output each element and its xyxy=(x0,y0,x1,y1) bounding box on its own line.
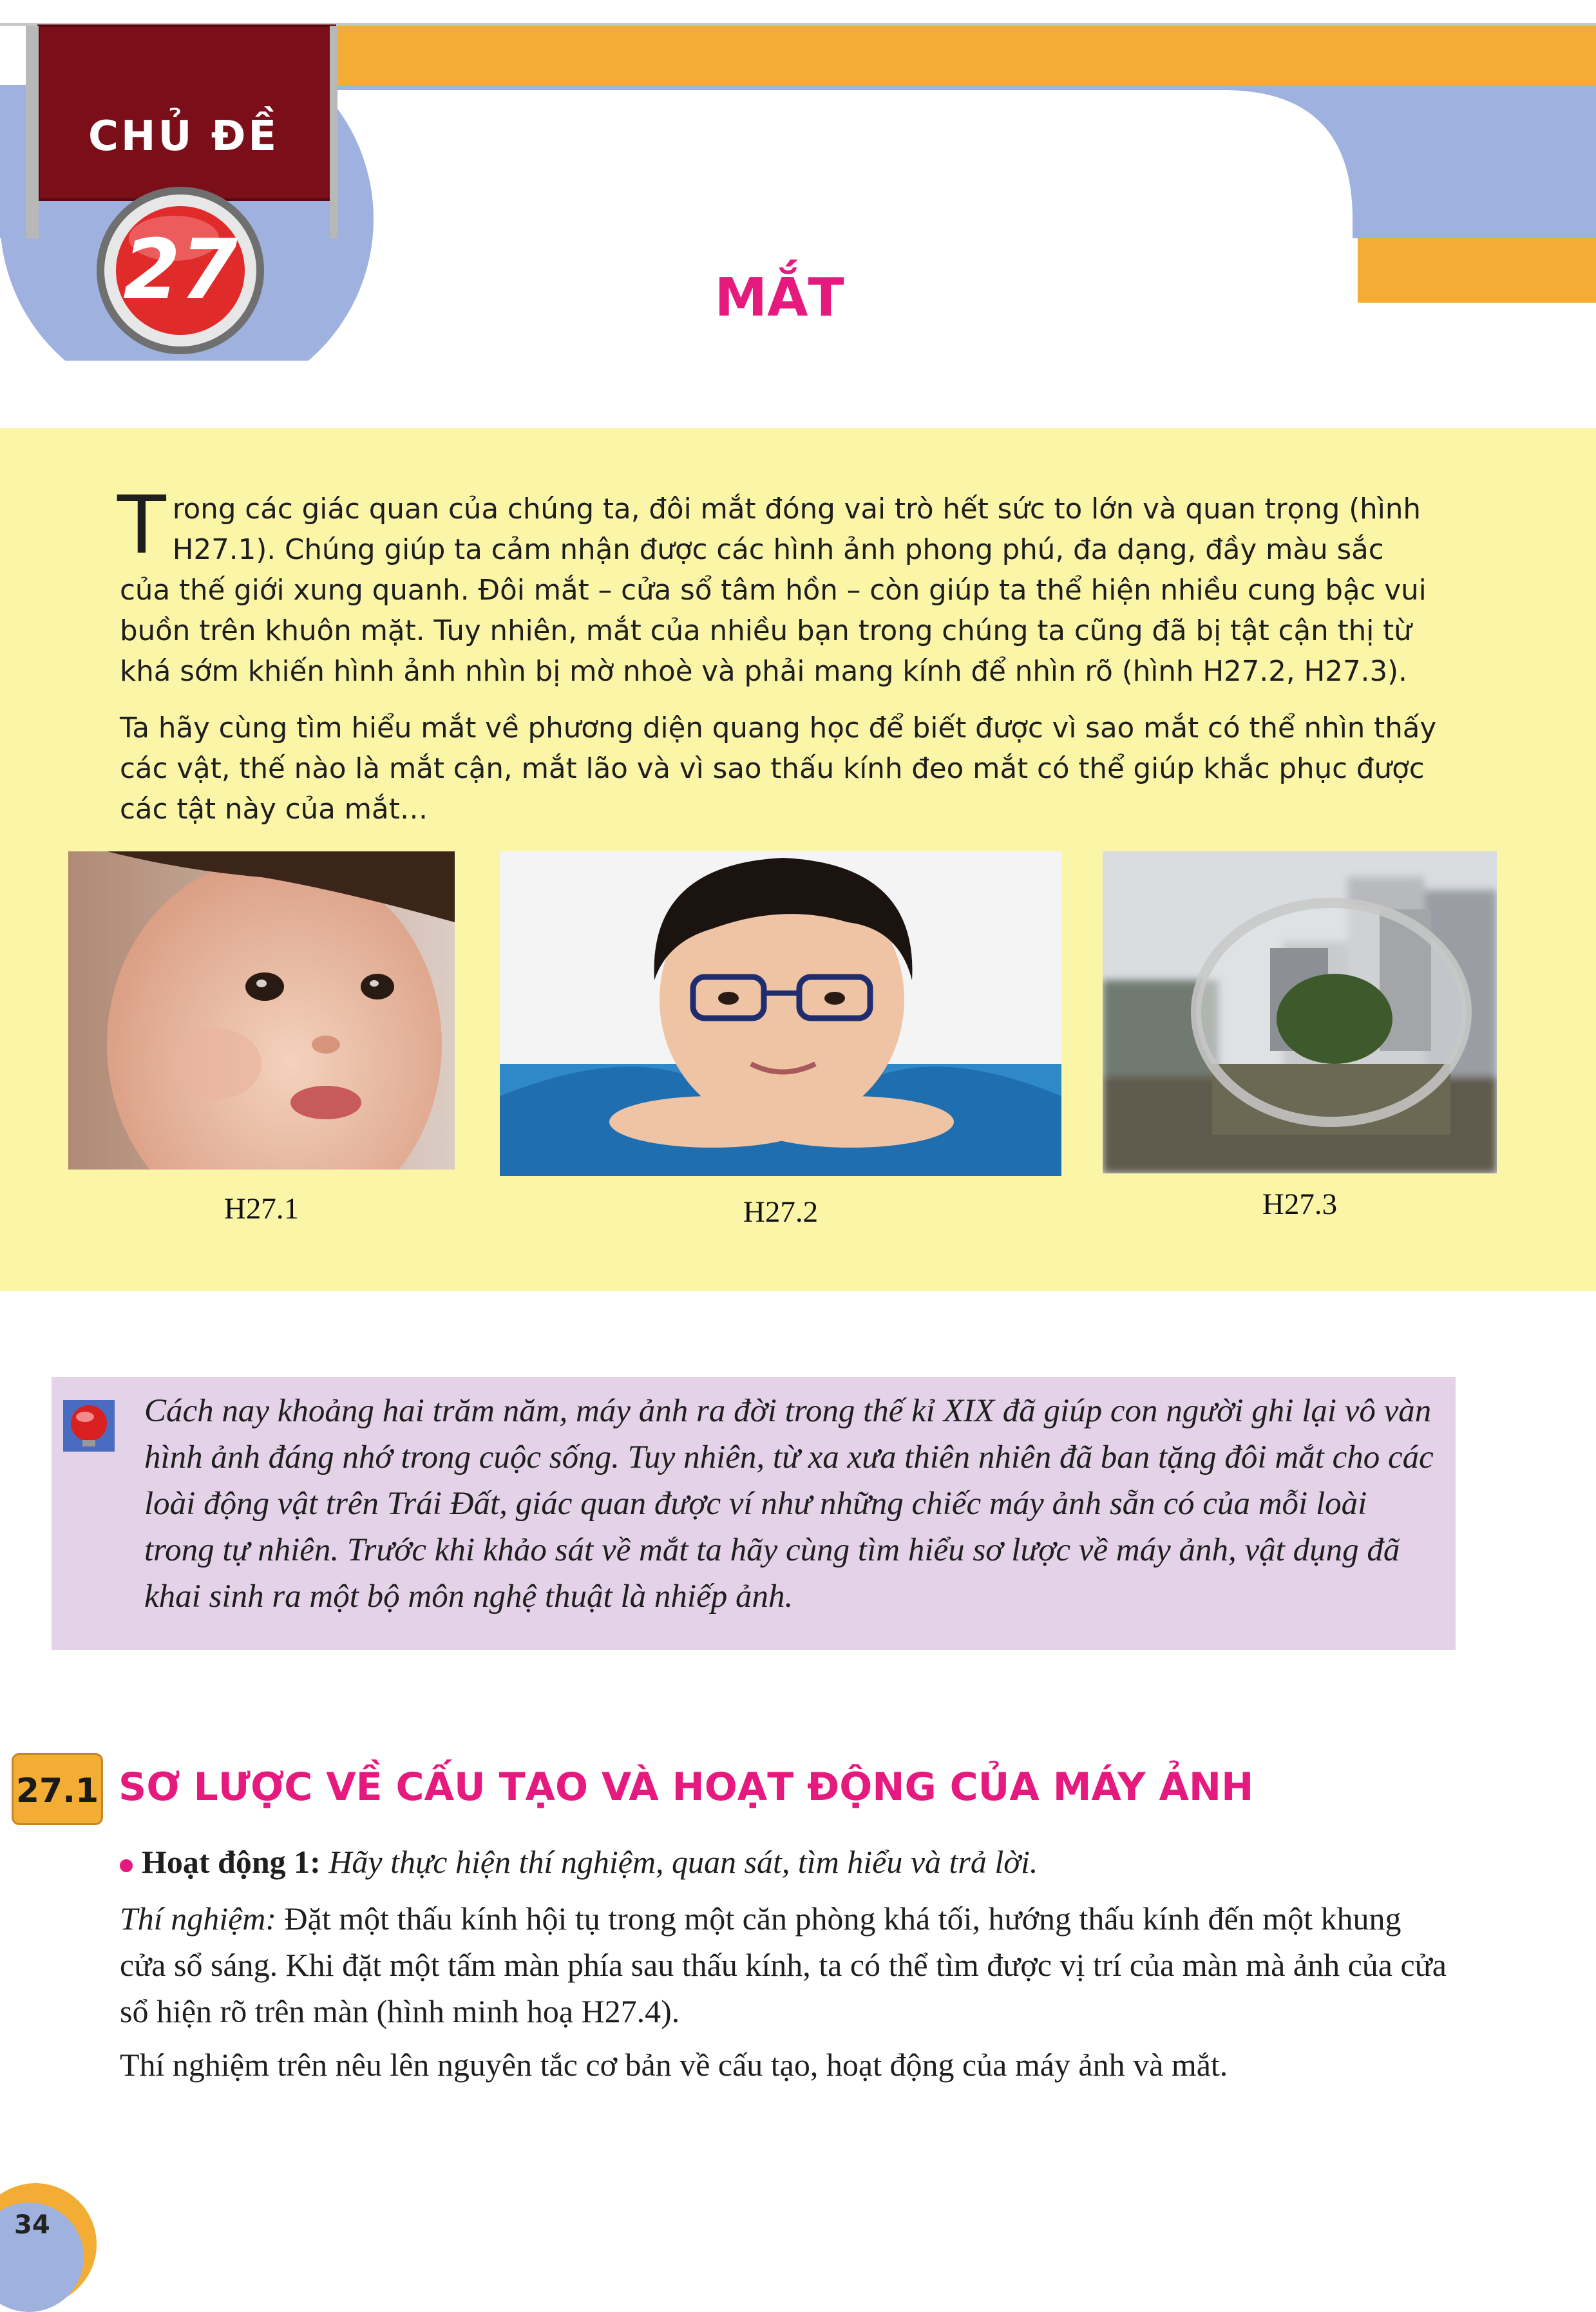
intro-paragraph-1-text: rong các giác quan của chúng ta, đôi mắt đóng vai trò hết sức to lớn và quan trọng (hình H27.1). Chúng giúp ta cảm nhận được các hình ảnh phong phú, đa dạng, đầy màu sắc của thế giới xung quanh. Đôi mắt – cửa sổ tâm hồn – còn giúp ta thể hiện nhiều cung bậc vui buồn trên khuôn mặt. Tuy nhiên, mắt của nhiều bạn trong chúng ta cũng đã bị tật cận thị từ khá sớm khiến hình ảnh nhìn bị mờ nhoè và phải mang kính để nhìn rõ (hình H27.2, H27.3). xyxy=(120,493,1427,688)
note-text: Cách nay khoảng hai trăm năm, máy ảnh ra đời trong thế kỉ XIX đã giúp con người ghi lại vô vàn hình ảnh đáng nhớ trong cuộc sống. Tuy nhiên, từ xa xưa thiên nhiên đã ban tặng đôi mắt cho các loài động vật trên Trái Đất, giác quan được ví như những chiếc máy ảnh sẵn có của mỗi loài trong tự nhiên. Trước khi khảo sát về mắt ta hãy cùng tìm hiểu sơ lược về máy ảnh, vật dụng đã khai sinh ra một bộ môn nghệ thuật là nhiếp ảnh. xyxy=(144,1393,1434,1615)
page-number: 34 xyxy=(14,2210,50,2240)
intro-paragraph-1 xyxy=(117,479,1440,692)
conclusion-paragraph: Thí nghiệm trên nêu lên nguyên tắc cơ bản về cấu tạo, hoạt động của máy ảnh và mắt. xyxy=(120,2047,1228,2083)
note-lamp-icon xyxy=(62,1399,116,1453)
experiment-label: Thí nghiệm: xyxy=(120,1900,277,1937)
chapter-label: CHỦ ĐỀ xyxy=(88,113,280,160)
photo-city-through-lens xyxy=(1103,851,1497,1173)
page-title: MẮT xyxy=(714,267,844,328)
section-title: SƠ LƯỢC VỀ CẤU TẠO VÀ HOẠT ĐỘNG CỦA MÁY ẢNH xyxy=(119,1765,1254,1810)
photo-child-face xyxy=(68,851,455,1170)
bullet-icon xyxy=(120,1859,133,1872)
activity-text: Hãy thực hiện thí nghiệm, quan sát, tìm hiểu và trả lời. xyxy=(328,1844,1038,1880)
photo-boy-glasses xyxy=(500,851,1061,1176)
experiment-text: Đặt một thấu kính hội tụ trong một căn phòng khá tối, hướng thấu kính đến một khung cửa sổ sáng. Khi đặt một tấm màn phía sau thấu kính, ta có thể tìm được vị trí của màn mà ảnh của cửa sổ hiện rõ trên màn (hình minh hoạ H27.4). xyxy=(120,1900,1447,2029)
figure-caption-1: H27.1 xyxy=(223,1192,299,1226)
section-number-badge: 27.1 xyxy=(12,1753,103,1825)
activity-line xyxy=(120,1839,1447,1885)
figure-caption-3: H27.3 xyxy=(1262,1188,1338,1221)
dropcap: T xyxy=(117,479,166,572)
chapter-number: 27 xyxy=(122,222,238,318)
activity-label: Hoạt động 1: xyxy=(142,1844,321,1880)
experiment-paragraph xyxy=(120,1895,1447,2034)
intro-paragraph-2: Ta hãy cùng tìm hiểu mắt về phương diện quang học để biết được vì sao mắt có thể nhìn thấy các vật, thế nào là mắt cận, mắt lão và vì sao thấu kính đeo mắt có thể giúp khắc phục được các tật này của mắt… xyxy=(120,712,1437,826)
figure-caption-2: H27.2 xyxy=(743,1195,819,1229)
